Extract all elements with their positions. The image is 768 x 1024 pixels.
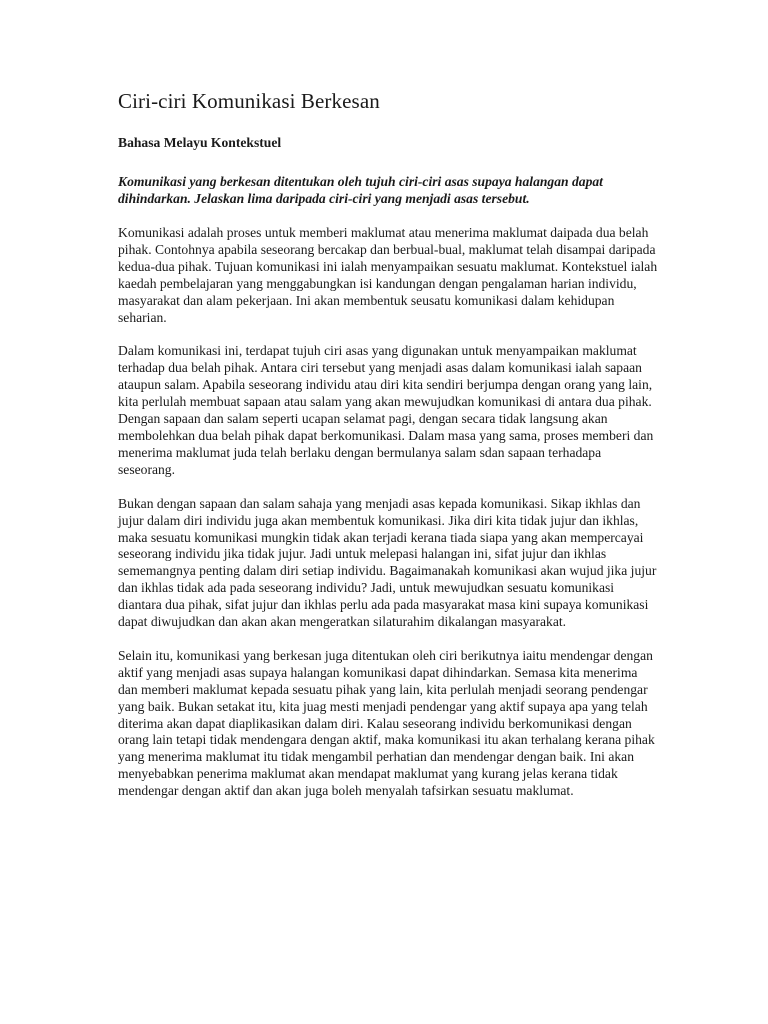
document-title: Ciri-ciri Komunikasi Berkesan xyxy=(118,89,380,113)
document-page xyxy=(118,88,658,817)
paragraph-ikhlas-jujur: Bukan dengan sapaan dan salam sahaja yang menjadi asas kepada komunikasi. Sikap ikhlas dan jujur dalam diri individu juga akan membentuk komunikasi. Jika diri kita tidak jujur dan ikhlas, maka sesuatu komunikasi mungkin tidak akan terjadi kerana tiada siapa yang akan mempercayai seseorang individu jika tidak jujur. Jadi untuk melepasi halangan ini, sifat jujur dan ikhlas sememangnya penting dalam diri setiap individu. Bagaimanakah komunikasi akan wujud jika jujur dan ikhlas tidak ada pada seseorang individu? Jadi, untuk mewujudkan sesuatu komunikasi diantara dua pihak, sifat jujur dan ikhlas perlu ada pada masyarakat masa kini supaya komunikasi dapat diwujudkan dan akan akan mengeratkan silaturahim dikalangan masyarakat. xyxy=(118,495,657,630)
paragraph-mendengar-aktif: Selain itu, komunikasi yang berkesan juga ditentukan oleh ciri berikutnya iaitu mendengar dengan aktif yang menjadi asas supaya halangan komunikasi dapat dihindarkan. Semasa kita menerima dan memberi maklumat kepada sesuatu pihak yang lain, kita perlulah menjadi seorang pendengar yang baik. Bukan setakat itu, kita juag mesti menjadi pendengar yang aktif supaya apa yang telah diterima akan dapat diaplikasikan dalam diri. Kalau seseorang individu berkomunikasi dengan orang lain tetapi tidak mendengara dengan aktif, maka komunikasi itu akan terhalang kerana pihak yang menerima maklumat itu tidak mengambil perhatian dan mendengar dengan baik. Ini akan menyebabkan penerima maklumat akan mendapat maklumat yang kurang jelas kerana tidak mendengar dengan aktif dan akan juga boleh menyalah tafsirkan sesuatu maklumat. xyxy=(118,647,655,799)
paragraph-sapaan-salam: Dalam komunikasi ini, terdapat tujuh ciri asas yang digunakan untuk menyampaikan maklumat terhadap dua belah pihak. Antara ciri tersebut yang menjadi asas dalam komunikasi ialah sapaan ataupun salam. Apabila seseorang individu atau diri kita sendiri berjumpa dengan orang yang lain, kita perlulah membuat sapaan atau salam yang akan mewujudkan komunikasi di antara dua pihak. Dengan sapaan dan salam seperti ucapan selamat pagi, dengan secara tidak langsung akan membolehkan dua belah pihak dapat berkomunikasi. Dalam masa yang sama, proses memberi dan menerima maklumat juda telah berlaku dengan bermulanya salam sdan sapaan terhadapa seseorang. xyxy=(118,343,654,477)
document-subtitle: Bahasa Melayu Kontekstuel xyxy=(118,135,282,150)
paragraph-intro: Komunikasi adalah proses untuk memberi maklumat atau menerima maklumat daipada dua belah pihak. Contohnya apabila seseorang bercakap dan berbual-bual, maklumat telah disampai daripada kedua-dua pihak. Tujuan komunikasi ini ialah menyampaikan sesuatu maklumat. Kontekstuel ialah kaedah pembelajaran yang menggabungkan isi kandungan dengan pengalaman harian individu, masyarakat dan alam pekerjaan. Ini akan membentuk seusatu komunikasi dalam kehidupan seharian. xyxy=(118,225,658,325)
essay-question: Komunikasi yang berkesan ditentukan oleh tujuh ciri-ciri asas supaya halangan dapat dihindarkan. Jelaskan lima daripada ciri-ciri yang menjadi asas tersebut. xyxy=(118,174,603,206)
